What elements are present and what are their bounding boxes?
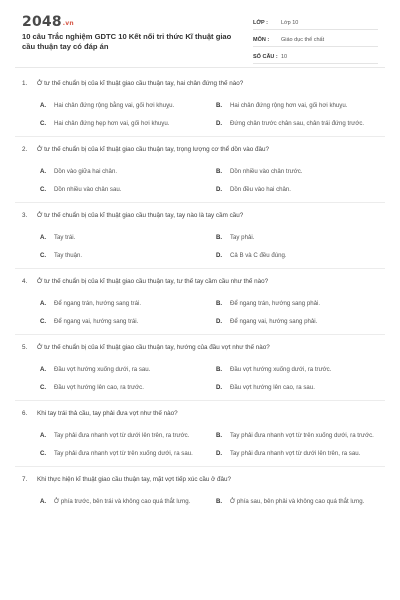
question-divider <box>15 334 385 335</box>
answer-option[interactable] <box>40 378 212 396</box>
option-text: Hai chân đứng hẹp hơn vai, gối hơi khuỵu. <box>54 119 170 127</box>
question-block <box>0 475 400 510</box>
option-letter: D. <box>216 185 223 193</box>
option-letter: A. <box>40 497 47 505</box>
logo-name: 2048 <box>22 14 62 30</box>
option-text: Dồn đều vào hai chân. <box>230 185 291 193</box>
question-text: Ở tư thế chuẩn bị của kĩ thuật giao cầu thuận tay, tư thế tay cầm cầu như thế nào? <box>37 278 269 285</box>
question-text: Ở tư thế chuẩn bị của kĩ thuật giao cầu thuận tay, hai chân đứng thế nào? <box>37 80 244 87</box>
answer-option[interactable] <box>216 246 388 264</box>
document-meta <box>253 16 378 67</box>
question-block <box>0 145 400 203</box>
question-number: 7. <box>22 476 28 483</box>
question-header <box>0 145 400 154</box>
option-letter: D. <box>216 383 223 391</box>
answer-option[interactable] <box>216 228 388 246</box>
option-text: Dồn nhiều vào chân trước. <box>230 167 303 175</box>
option-letter: A. <box>40 233 47 241</box>
option-letter: D. <box>216 449 223 457</box>
option-text: Dồn vào giữa hai chân. <box>54 167 118 175</box>
option-letter: B. <box>216 101 223 109</box>
meta-subject-row <box>253 33 378 47</box>
option-text: Tay trái. <box>54 233 76 241</box>
option-letter: C. <box>40 449 47 457</box>
option-letter: B. <box>216 497 223 505</box>
option-text: Tay phải đưa nhanh vợt từ dưới lên trên, ra trước. <box>54 431 190 439</box>
option-text: Tay phải đưa nhanh vợt từ dưới lên trên, ra sau. <box>230 449 361 457</box>
answer-option[interactable] <box>216 180 388 198</box>
option-text: Tay phải đưa nhanh vợt từ trên xuống dưới, ra sau. <box>54 449 193 457</box>
option-letter: B. <box>216 167 223 175</box>
option-text: Đầu vợt hướng lên cao, ra trước. <box>54 383 144 391</box>
option-text: Để ngang vai, hướng sang trái. <box>54 317 139 325</box>
answer-option[interactable] <box>40 294 212 312</box>
question-text: Ở tư thế chuẩn bị của kĩ thuật giao cầu thuận tay, tay nào là tay cầm cầu? <box>37 212 244 219</box>
option-text: Để ngang trán, hướng sang trái. <box>54 299 142 307</box>
answer-option[interactable] <box>40 228 212 246</box>
option-letter: A. <box>40 365 47 373</box>
option-letter: B. <box>216 233 223 241</box>
logo-tld: .vn <box>62 20 74 27</box>
meta-class-row <box>253 16 378 30</box>
question-header <box>0 277 400 286</box>
meta-class-value: Lớp 10 <box>281 19 299 26</box>
question-number: 5. <box>22 344 28 351</box>
option-letter: B. <box>216 299 223 307</box>
answer-options <box>0 162 400 198</box>
meta-class-label: LỚP : <box>253 19 268 26</box>
answer-option[interactable] <box>40 312 212 330</box>
answer-option[interactable] <box>40 246 212 264</box>
option-text: Đứng chân trước chân sau, chân trái đứng trước. <box>230 119 365 127</box>
option-text: Tay phải. <box>230 233 255 241</box>
question-divider <box>15 466 385 467</box>
question-text: Khi tay trái thả cầu, tay phải đưa vợt như thế nào? <box>37 410 178 417</box>
option-letter: B. <box>216 431 223 439</box>
answer-option[interactable] <box>216 96 388 114</box>
option-letter: D. <box>216 251 223 259</box>
meta-subject-label: MÔN : <box>253 36 270 43</box>
option-text: Đầu vợt hướng xuống dưới, ra sau. <box>54 365 151 373</box>
answer-option[interactable] <box>216 492 388 510</box>
question-number: 3. <box>22 212 28 219</box>
answer-option[interactable] <box>216 360 388 378</box>
option-letter: D. <box>216 119 223 127</box>
question-list <box>0 79 400 510</box>
question-header <box>0 211 400 220</box>
meta-count-label: SỐ CÂU : <box>253 53 278 60</box>
answer-options <box>0 492 400 510</box>
question-divider <box>15 268 385 269</box>
question-block <box>0 277 400 335</box>
answer-option[interactable] <box>40 114 212 132</box>
question-block <box>0 211 400 269</box>
option-letter: D. <box>216 317 223 325</box>
document-header <box>0 0 400 62</box>
answer-option[interactable] <box>40 360 212 378</box>
question-number: 4. <box>22 278 28 285</box>
option-letter: A. <box>40 167 47 175</box>
question-header <box>0 475 400 484</box>
question-block <box>0 409 400 467</box>
option-text: Cả B và C đều đúng. <box>230 251 287 259</box>
meta-count-value: 10 <box>281 53 288 60</box>
option-text: Ở phía sau, bên phải và không cao quá thắt lưng. <box>230 497 365 505</box>
option-letter: A. <box>40 299 47 307</box>
question-divider <box>15 400 385 401</box>
header-divider <box>15 67 385 68</box>
option-text: Tay thuận. <box>54 251 83 259</box>
answer-option[interactable] <box>40 96 212 114</box>
question-number: 6. <box>22 410 28 417</box>
option-letter: C. <box>40 251 47 259</box>
answer-option[interactable] <box>40 426 212 444</box>
answer-option[interactable] <box>40 492 212 510</box>
question-text: Ở tư thế chuẩn bị của kĩ thuật giao cầu thuận tay, hướng của đầu vợt như thế nào? <box>37 344 270 351</box>
option-letter: C. <box>40 185 47 193</box>
answer-options <box>0 426 400 462</box>
answer-options <box>0 360 400 396</box>
question-header <box>0 79 400 88</box>
answer-options <box>0 228 400 264</box>
option-text: Đầu vợt hướng xuống dưới, ra trước. <box>230 365 332 373</box>
answer-option[interactable] <box>40 162 212 180</box>
option-text: Đầu vợt hướng lên cao, ra sau. <box>230 383 315 391</box>
question-block <box>0 343 400 401</box>
option-letter: C. <box>40 317 47 325</box>
answer-option[interactable] <box>40 444 212 462</box>
meta-count-row <box>253 50 378 64</box>
option-text: Dồn nhiều vào chân sau. <box>54 185 122 193</box>
question-number: 1. <box>22 80 28 87</box>
option-text: Để ngang trán, hướng sang phải. <box>230 299 321 307</box>
site-logo[interactable] <box>22 14 74 30</box>
answer-option[interactable] <box>216 426 388 444</box>
question-header <box>0 343 400 352</box>
option-letter: C. <box>40 119 47 127</box>
answer-option[interactable] <box>216 312 388 330</box>
question-divider <box>15 136 385 137</box>
question-number: 2. <box>22 146 28 153</box>
question-block <box>0 79 400 137</box>
option-text: Để ngang vai, hướng sang phải. <box>230 317 318 325</box>
answer-option[interactable] <box>216 444 388 462</box>
meta-subject-value: Giáo dục thể chất <box>281 36 325 43</box>
question-text: Ở tư thế chuẩn bị của kĩ thuật giao cầu thuận tay, trọng lượng cơ thể dồn vào đâu? <box>37 146 270 153</box>
answer-option[interactable] <box>216 294 388 312</box>
option-letter: A. <box>40 431 47 439</box>
option-text: Hai chân đứng rộng hơn vai, gối hơi khuỵu. <box>230 101 348 109</box>
answer-option[interactable] <box>216 114 388 132</box>
option-letter: B. <box>216 365 223 373</box>
option-letter: C. <box>40 383 47 391</box>
answer-option[interactable] <box>40 180 212 198</box>
answer-option[interactable] <box>216 162 388 180</box>
question-text: Khi thực hiện kĩ thuật giao cầu thuận tay, mặt vợt tiếp xúc cầu ở đâu? <box>37 476 232 483</box>
option-text: Ở phía trước, bên trái và không cao quá thắt lưng. <box>54 497 191 505</box>
question-header <box>0 409 400 418</box>
answer-options <box>0 96 400 132</box>
option-text: Hai chân đứng rộng bằng vai, gối hơi khuỵu. <box>54 101 175 109</box>
option-text: Tay phải đưa nhanh vợt từ trên xuống dưới, ra trước. <box>230 431 374 439</box>
answer-options <box>0 294 400 330</box>
option-letter: A. <box>40 101 47 109</box>
answer-option[interactable] <box>216 378 388 396</box>
document-title: 10 câu Trắc nghiệm GDTC 10 Kết nối tri thức Kĩ thuật giao cầu thuận tay có đáp án <box>22 32 232 51</box>
question-divider <box>15 202 385 203</box>
